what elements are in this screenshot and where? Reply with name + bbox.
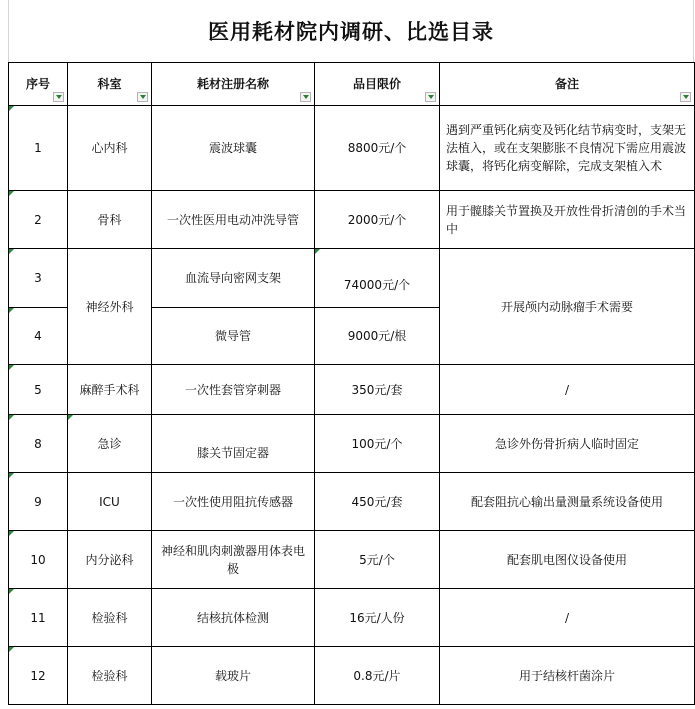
comment-marker-icon	[9, 647, 14, 652]
cell-remark[interactable]: 用于结核杆菌涂片	[440, 647, 695, 705]
header-price: 品目限价	[315, 63, 440, 106]
table-row	[9, 249, 695, 308]
header-dept: 科室	[68, 63, 152, 106]
comment-marker-icon	[9, 589, 14, 594]
cell-seq[interactable]: 5	[9, 365, 68, 415]
cell-remark[interactable]: 配套肌电图仪设备使用	[440, 531, 695, 589]
cell-remark[interactable]: 急诊外伤骨折病人临时固定	[440, 415, 695, 473]
filter-dropdown-icon[interactable]	[425, 92, 436, 102]
cell-remark[interactable]: 遇到严重钙化病变及钙化结节病变时，支架无法植入，或在支架膨胀不良情况下需应用震波球囊，将钙化病变解除，完成支架植入术	[440, 106, 695, 191]
cell-price[interactable]: 100元/个	[315, 415, 440, 473]
comment-marker-icon	[9, 308, 14, 313]
cell-dept[interactable]: 急诊	[68, 415, 152, 473]
cell-seq[interactable]: 2	[9, 191, 68, 249]
table-row	[9, 106, 695, 191]
cell-seq[interactable]: 9	[9, 473, 68, 531]
comment-marker-icon	[68, 415, 73, 420]
comment-marker-icon	[315, 249, 320, 254]
cell-remark[interactable]: 配套阻抗心输出量测量系统设备使用	[440, 473, 695, 531]
table-row	[9, 647, 695, 705]
cell-name[interactable]: 微导管	[152, 307, 315, 365]
header-remark: 备注	[440, 63, 695, 106]
cell-price[interactable]: 9000元/根	[347, 328, 407, 343]
cell-dept[interactable]: 检验科	[68, 647, 152, 705]
cell-name[interactable]: 一次性使用阻抗传感器	[152, 473, 315, 531]
cell-name[interactable]: 神经和肌肉刺激器用体表电极	[152, 531, 315, 589]
cell-price[interactable]: 16元/人份	[315, 589, 440, 647]
cell-name[interactable]: 一次性医用电动冲洗导管	[152, 191, 315, 249]
cell-dept[interactable]: 神经外科	[68, 249, 152, 365]
title-row	[8, 0, 694, 62]
cell-price[interactable]: 74000元/个	[343, 278, 411, 292]
cell-name[interactable]: 一次性套管穿刺器	[152, 365, 315, 415]
cell-remark[interactable]: 用于髋膝关节置换及开放性骨折清创的手术当中	[440, 191, 695, 249]
catalog-table	[8, 62, 695, 705]
cell-remark[interactable]: 开展颅内动脉瘤手术需要	[440, 249, 695, 365]
cell-name[interactable]: 血流导向密网支架	[152, 249, 315, 308]
cell-seq[interactable]: 4	[9, 307, 68, 365]
cell-divider	[315, 307, 439, 308]
cell-seq[interactable]: 3	[9, 249, 68, 308]
comment-marker-icon	[9, 415, 14, 420]
cell-price[interactable]: 8800元/个	[315, 106, 440, 191]
table-row	[9, 473, 695, 531]
table-row	[9, 589, 695, 647]
cell-name[interactable]: 膝关节固定器	[152, 415, 315, 473]
comment-marker-icon	[9, 365, 14, 370]
comment-marker-icon	[9, 249, 14, 254]
comment-marker-icon	[9, 106, 14, 111]
cell-price-merged[interactable]	[315, 249, 440, 365]
cell-dept[interactable]: 检验科	[68, 589, 152, 647]
cell-dept[interactable]: 骨科	[68, 191, 152, 249]
cell-seq[interactable]: 1	[9, 106, 68, 191]
filter-dropdown-icon[interactable]	[53, 92, 64, 102]
header-row	[9, 63, 695, 106]
cell-seq[interactable]: 8	[9, 415, 68, 473]
table-row	[9, 191, 695, 249]
comment-marker-icon	[9, 531, 14, 536]
sheet-title: 医用耗材院内调研、比选目录	[208, 19, 494, 44]
cell-name[interactable]: 载玻片	[152, 647, 315, 705]
cell-seq[interactable]: 10	[9, 531, 68, 589]
table-row	[9, 531, 695, 589]
cell-name[interactable]: 震波球囊	[152, 106, 315, 191]
cell-remark[interactable]: /	[440, 589, 695, 647]
header-seq: 序号	[9, 63, 68, 106]
cell-price[interactable]: 350元/套	[315, 365, 440, 415]
table-row	[9, 415, 695, 473]
cell-dept[interactable]: ICU	[68, 473, 152, 531]
filter-dropdown-icon[interactable]	[680, 92, 691, 102]
comment-marker-icon	[9, 191, 14, 196]
cell-dept[interactable]: 内分泌科	[68, 531, 152, 589]
comment-marker-icon	[9, 473, 14, 478]
cell-dept[interactable]: 麻醉手术科	[68, 365, 152, 415]
cell-price[interactable]: 5元/个	[315, 531, 440, 589]
cell-seq[interactable]: 12	[9, 647, 68, 705]
cell-price[interactable]: 2000元/个	[315, 191, 440, 249]
cell-remark[interactable]: /	[440, 365, 695, 415]
cell-dept[interactable]: 心内科	[68, 106, 152, 191]
header-name: 耗材注册名称	[152, 63, 315, 106]
cell-price[interactable]: 0.8元/片	[315, 647, 440, 705]
filter-dropdown-icon[interactable]	[300, 92, 311, 102]
table-row	[9, 365, 695, 415]
cell-seq[interactable]: 11	[9, 589, 68, 647]
cell-name[interactable]: 结核抗体检测	[152, 589, 315, 647]
cell-price[interactable]: 450元/套	[315, 473, 440, 531]
filter-dropdown-icon[interactable]	[137, 92, 148, 102]
